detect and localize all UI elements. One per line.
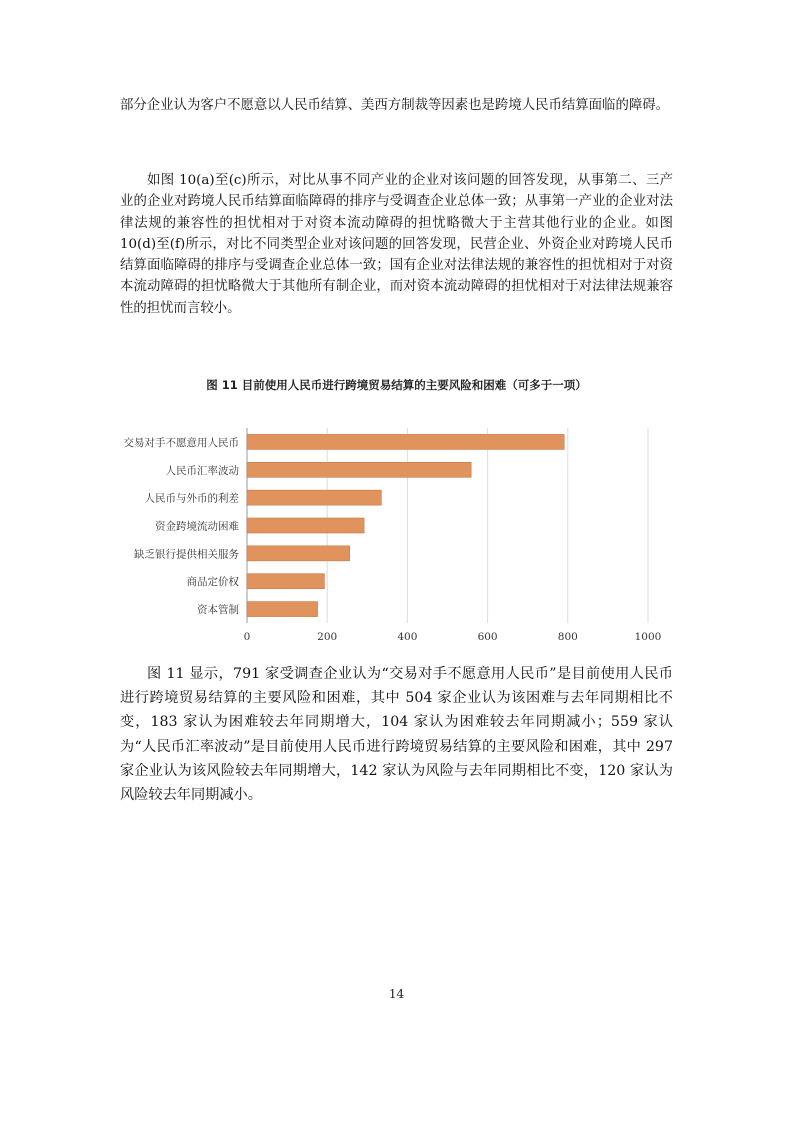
chart-title: 图 11 目前使用人民币进行跨境贸易结算的主要风险和困难（可多于一项）: [206, 378, 587, 392]
bar: [247, 518, 364, 533]
bar: [247, 462, 471, 477]
x-tick-label: 1000: [634, 631, 662, 643]
bar: [247, 574, 324, 589]
category-label: 人民币与外币的利差: [144, 492, 239, 505]
x-tick-label: 800: [557, 631, 578, 643]
paragraph-figure10-analysis: 如图 10(a)至(c)所示，对比从事不同产业的企业对该问题的回答发现，从事第二、三产业的企业对跨境人民币结算面临障碍的排序与受调查企业总体一致；从事第一产业的企业对法律法规的兼容性的担忧相对于对资本流动障碍的担忧略微大于主营其他行业的企业。如图 10(d)至(f)所示，对比不同类型企业对该问题的回答发现，民营企业、外资企业对跨境人民币结算面临障碍的排序与受调查企业总体一致；国有企业对法律法规的兼容性的担忧相对于对资本流动障碍的担忧略微大于其他所有制企业，而对资本流动障碍的担忧相对于对法律法规兼容性的担忧而言较小。: [120, 173, 673, 316]
category-label: 资本管制: [197, 604, 239, 617]
paragraph-intro: 部分企业认为客户不愿意以人民币结算、美西方制裁等因素也是跨境人民币结算面临的障碍。: [120, 98, 670, 113]
category-label: 商品定价权: [186, 576, 239, 589]
x-tick-label: 200: [317, 631, 338, 643]
bar: [247, 546, 350, 561]
paragraph-figure11-analysis: 图 11 显示，791 家受调查企业认为“交易对手不愿意用人民币”是目前使用人民币进行跨境贸易结算的主要风险和困难，其中 504 家企业认为该困难与去年同期相比不变，183 家认为困难较去年同期增大，104 家认为困难较去年同期减小；559 家认为“人民币汇率波动”是目前使用人民币进行跨境贸易结算的主要风险和困难，其中 297 家企业认为该风险较去年同期增大，142 家认为风险与去年同期相比不变，120 家认为风险较去年同期减小。: [120, 666, 673, 804]
category-label: 人民币汇率波动: [165, 464, 239, 477]
x-tick-label: 0: [243, 631, 251, 643]
x-tick-label: 400: [397, 631, 418, 643]
bar: [247, 490, 381, 505]
x-tick-label: 600: [477, 631, 498, 643]
page-number: 14: [388, 987, 405, 1001]
category-label: 交易对手不愿意用人民币: [123, 436, 239, 449]
category-label: 缺乏银行提供相关服务: [134, 548, 239, 561]
bar: [247, 434, 564, 449]
category-label: 资金跨境流动困难: [155, 520, 239, 533]
bar: [247, 602, 318, 617]
